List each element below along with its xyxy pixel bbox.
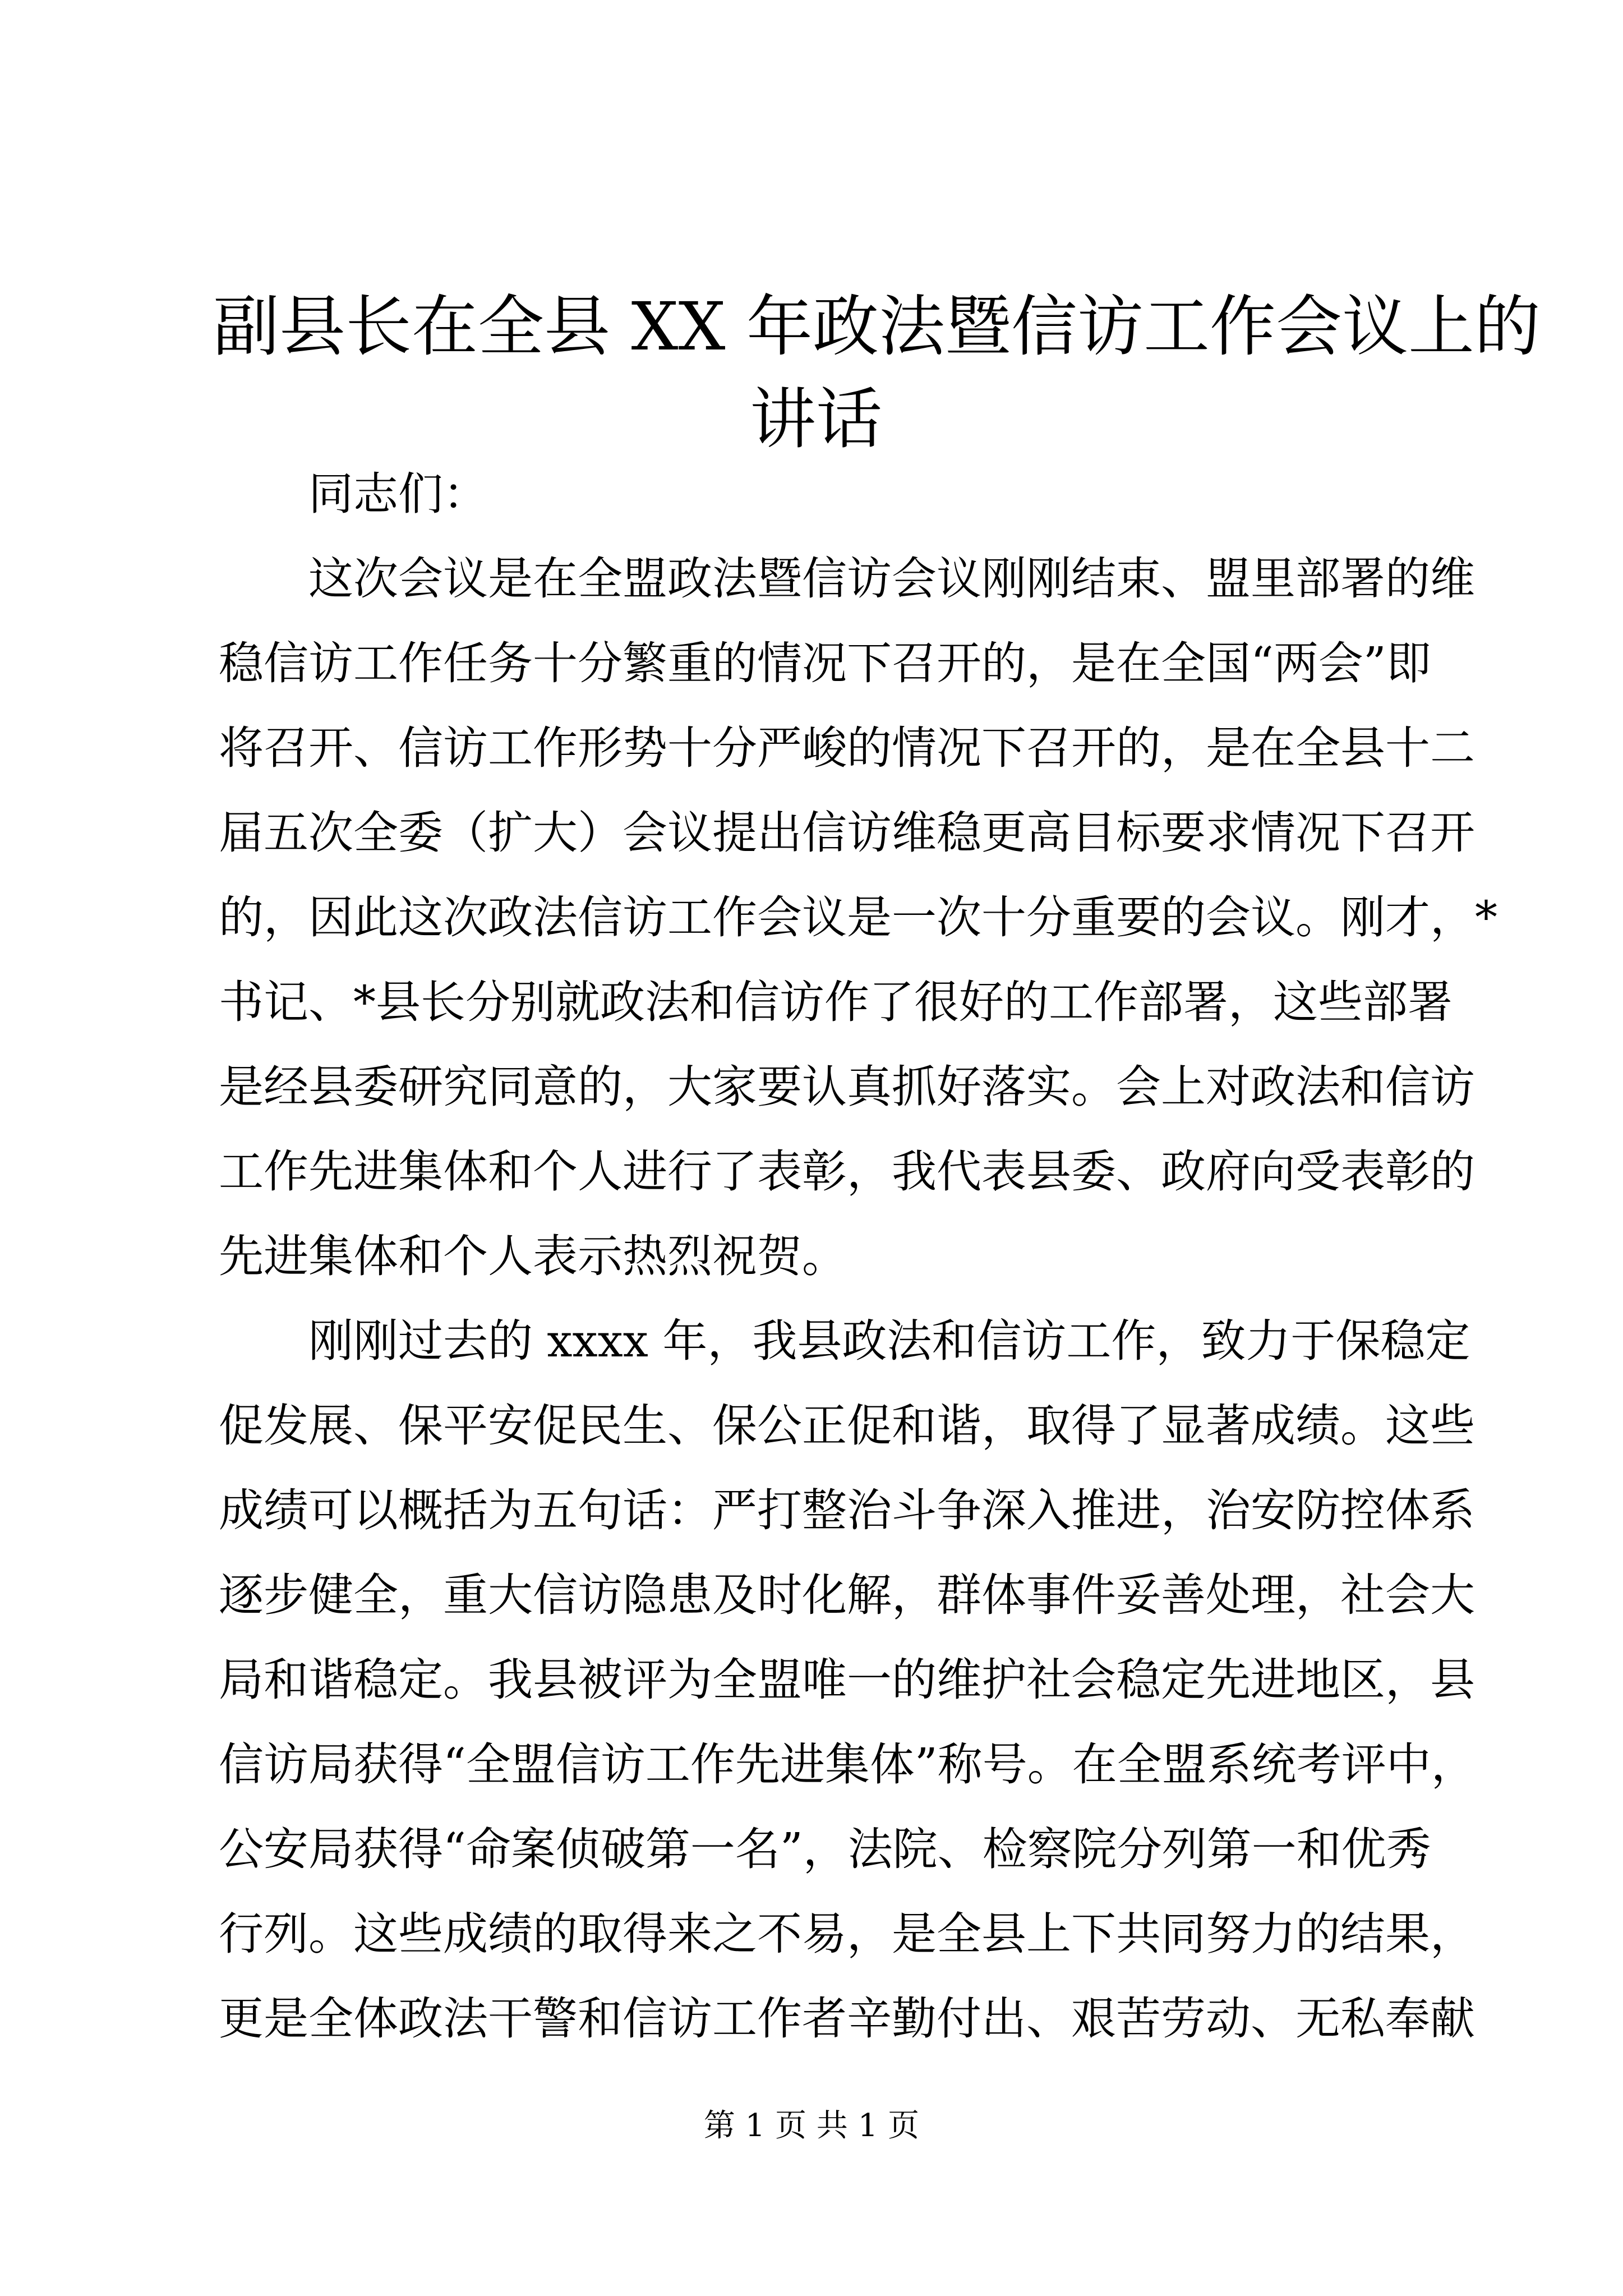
- document-body: [219, 452, 1497, 2061]
- page-number: 第 1 页 共 1 页: [703, 2108, 920, 2144]
- paragraph-1: [219, 536, 1497, 1299]
- paragraph-line: 公安局获得“命案侦破第一名”，法院、检察院分列第一和优秀: [219, 1823, 1431, 1875]
- paragraph-line: 是经县委研究同意的，大家要认真抓好落实。会上对政法和信访: [219, 1061, 1475, 1113]
- paragraph-line: 行列。这些成绩的取得来之不易，是全县上下共同努力的结果，: [219, 1908, 1475, 1960]
- paragraph-line: 将召开、信访工作形势十分严峻的情况下召开的，是在全县十二: [219, 722, 1475, 774]
- page-footer: [0, 2106, 1623, 2146]
- paragraph-line: 届五次全委（扩大）会议提出信访维稳更高目标要求情况下召开: [219, 807, 1475, 859]
- paragraph-line: 工作先进集体和个人进行了表彰，我代表县委、政府向受表彰的: [219, 1145, 1475, 1198]
- paragraph-line: 信访局获得“全盟信访工作先进集体”称号。在全盟系统考评中，: [219, 1738, 1476, 1791]
- paragraph-line: 这次会议是在全盟政法暨信访会议刚刚结束、盟里部署的维: [308, 553, 1475, 605]
- paragraph-line: 的，因此这次政法信访工作会议是一次十分重要的会议。刚才，*: [219, 891, 1497, 944]
- salutation: 同志们：: [308, 468, 488, 520]
- paragraph-line: 成绩可以概括为五句话：严打整治斗争深入推进，治安防控体系: [219, 1484, 1475, 1536]
- paragraph-line: 稳信访工作任务十分繁重的情况下召开的，是在全国“两会”即: [219, 637, 1431, 689]
- paragraph-line: 书记、*县长分别就政法和信访作了很好的工作部署，这些部署: [219, 976, 1453, 1028]
- paragraph-line: 刚刚过去的 xxxx 年，我县政法和信访工作，致力于保稳定: [308, 1315, 1470, 1367]
- paragraph-line: 更是全体政法干警和信访工作者辛勤付出、艰苦劳动、无私奉献: [219, 1993, 1475, 2045]
- paragraph-line: 逐步健全，重大信访隐患及时化解，群体事件妥善处理，社会大: [219, 1569, 1475, 1621]
- paragraph-line: 先进集体和个人表示热烈祝贺。: [219, 1230, 847, 1282]
- paragraph-line: 局和谐稳定。我县被评为全盟唯一的维护社会稳定先进地区，县: [219, 1654, 1475, 1706]
- document-title: [213, 280, 1541, 466]
- title-line: 副县长在全县 XX 年政法暨信访工作会议上的: [213, 288, 1541, 365]
- paragraph-line: 促发展、保平安促民生、保公正促和谐，取得了显著成绩。这些: [219, 1400, 1475, 1452]
- title-line: 讲话: [749, 380, 882, 458]
- paragraph-2: [219, 1299, 1476, 2061]
